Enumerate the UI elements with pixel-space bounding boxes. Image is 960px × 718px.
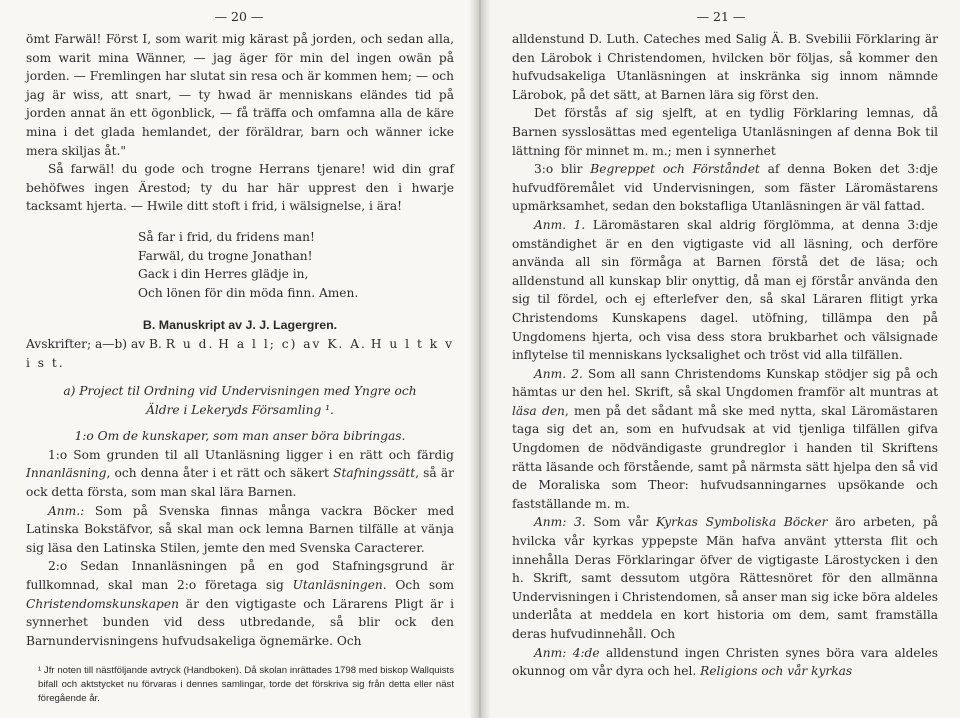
- page-number: — 20 —: [214, 9, 264, 24]
- paragraph: Anm. 2. Som all sann Christendoms Kunskap stödjer sig på och hämtas ur den hel. Skrift, så skal Ungdomen framför alt muntras at läsa den, men på det sådant må ske med nytta, skal Läromästaren taga sig det an, som en hufvudsak at vid tjenliga tilfällen gifva Ungdomen de nödvändigaste grundreglor i handen til Skriftens rätta läsande och förstående, samt på närmsta sätt hjelpa den så vid de Moraliska som Theor: hufvudsanningarnes upsökande och fastställande m. m.: [512, 366, 938, 511]
- verse-line: Så far i frid, du fridens man!: [138, 229, 315, 244]
- paragraph: 3:o blir Begreppet och Förståndet af denna Boken det 3:dje hufvudföremålet vid Undervisningen, som fäster Läromästarens upmärksamhet, sedan den bokstafliga Utanläsningen är väl fattad.: [512, 162, 939, 214]
- right-page: [482, 0, 960, 718]
- copies-line: Avskrifter; a—b) av B. R u d. H a l l; c) av K. A. H u l t k v i s t.: [26, 336, 454, 370]
- paragraph: 2:o Sedan Innanläsningen på en god Stafningsgrund är fullkomnad, skal man 2:o företaga sig Utanläsningen. Och som Christendomskunskapen är den vigtigaste och Lärarens Pligt är i synnerhet bunden vid dess utbredande, så blir ock den Barnundervisningens hufvudsakeliga ögnemärke. Och: [26, 559, 455, 648]
- section-heading: B. Manuskript av J. J. Lagergren.: [142, 318, 338, 333]
- page-number: — 21 —: [696, 9, 746, 24]
- verse-line: Farwäl, du trogne Jonathan!: [138, 248, 313, 263]
- left-text-block: [26, 30, 454, 706]
- footnote: ¹ Jfr noten till nästföljande avtryck (Handboken). Då skolan inrättades 1798 med biskop Wallquists bifall och aktstycket nu förvaras i dennes samlingar, torde det förskriva sig från detta eller näst föregående år.: [38, 665, 454, 705]
- project-title: a) Project til Ordning vid Undervisningen med Yngre och Äldre i Lekeryds Församling ¹.: [63, 384, 417, 417]
- paragraph: Anm: 4:de alldenstund ingen Christen synes böra vara aldeles okunnog om vår dyra och hel. Religions och vår kyrkas: [512, 645, 938, 679]
- left-page: [0, 0, 478, 718]
- paragraph: 1:o Som grunden til all Utanläsning ligger i en rätt och färdig Innanläsning, och denna åter i et rätt och säkert Stafningssätt, så är ock detta första, som man skal lära Barnen.: [26, 447, 454, 500]
- verse-line: Gack i din Herres glädje in,: [138, 267, 309, 282]
- paragraph: Anm. 1. Läromästaren skal aldrig förglömma, at denna 3:dje omständighet är en den vigtigaste vid all läsning, och derföre använda all sin förmåga at Barnen förstå det de läsa; och alldenstund all kunskap blir onyttig, då man ej förstår använda den sig til fördel, och ej efterlefver den, så skal Läraren flitigt yrka Christendoms Kunskapens dagel. utöfning, tillämpa den på Ungdomens hjerta, och visa dess stora brukbarhet och välsignade inflytelse til menniskans lycksalighet och tröst vid alla tilfällen.: [512, 217, 938, 363]
- verse-line: Och lönen för din möda finn. Amen.: [138, 285, 359, 300]
- sub-heading: 1:o Om de kunskaper, som man anser böra bibringas.: [74, 429, 406, 444]
- paragraph: Anm.: Som på Svenska finnas många vackra Böcker med Latinska Bokstäfvor, så skal man ock lemna Barnen tilfälle at vänja sig läsa den Latinska Stilen, jemte den med Svenska Caracterer.: [26, 503, 454, 555]
- paragraph: Så farwäl! du gode och trogne Herrans tjenare! wid din graf behöfwes ingen Ärestod; ty du har här upprest den i hwarje tacksamt hjerta. — Hwile ditt stoft i frid, i wälsignelse, i ära!: [26, 162, 454, 214]
- paragraph: ömt Farwäl! Först I, som warit mig kärast på jorden, och sedan alla, som warit mina Wänner, — jag äger för min del ingen owän på jorden. — Fremlingen har slutat sin resa och är kommen hem; — och jag är wiss, att snart, — ty hwad är menniskans eländes tid på jorden annat än ett ögonblick, — få träffa och omfamna alla de käre mina i det glada hemlandet, der föräldrar, barn och wänner icke mera skiljas åt.": [26, 32, 454, 158]
- verse: [26, 228, 454, 302]
- paragraph: Anm: 3. Som vår Kyrkas Symboliska Böcker äro arbeten, på hvilcka vår kyrkas yppерste Män hafva använt yttersta flit och innehålla Deras Förklaringar öfver de vigtigaste Lärostycken i den h. Skrift, samt dessutom utgöra Rättesnöret för den allmänna Undervisningen i Christendomen, så anser man sig icke böra aldeles underlåta at meddela en kort historia om dem, samt framställa deras hufvudinnehåll. Och: [512, 515, 939, 641]
- book-gutter: [470, 0, 490, 718]
- paragraph: alldenstund D. Luth. Cateches med Salig Ä. B. Svebilii Förklaring är den Lärobok i Christendomen, hvilcken bör följas, så kommer den hufvudsakeliga Utanläsningen at inskränka sig innom nämnde Lärobok, på det sätt, at Barnen lära sig först den.: [512, 32, 938, 102]
- paragraph: Det förstås af sig sjelft, at en tydlig Förklaring lemnas, då Barnen sysslosättas med egenteliga Utanläsningen af denna Bok til lättning för minnet m. m.; men i synnerhet: [512, 106, 938, 158]
- right-text-block: [512, 30, 938, 681]
